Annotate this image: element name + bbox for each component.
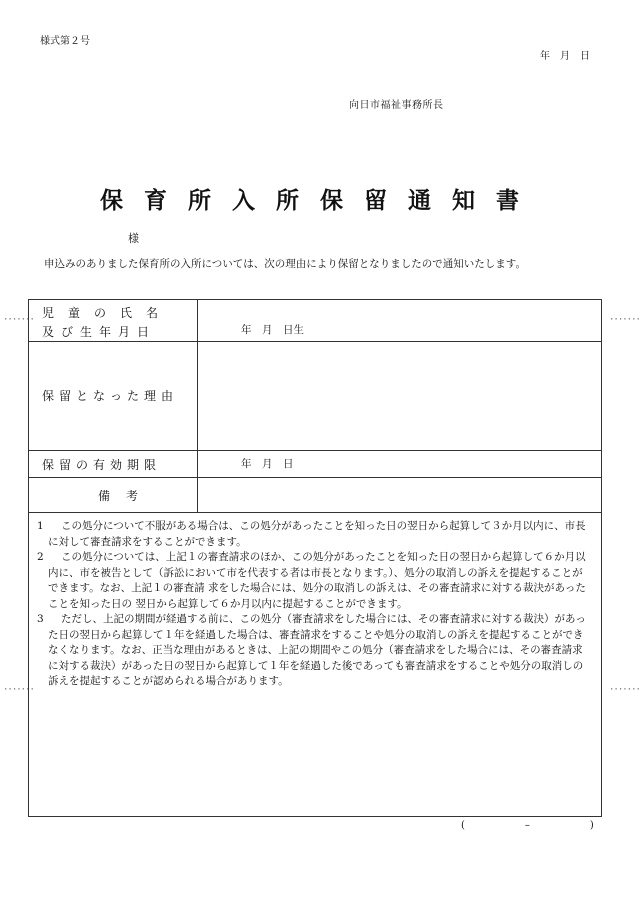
issue-date: 年 月 日 xyxy=(540,51,590,62)
table-rule xyxy=(29,341,601,342)
label-reason: 保留となった理由 xyxy=(42,389,179,403)
issuer-name: 向日市福祉事務所長 xyxy=(349,100,444,111)
note-item: 2 この処分については、上記１の審査請求のほか、この処分があったことを知った日の翌日から起算して６か月以内に、市を被告として（訴訟において市を代表する者は市長となります。）、処分の取消しの訴えを提起することができます。なお、上記１の審査請 求をした場合には、処分の取消しの訴えは、その審査請求に対する裁決があったことを知った日の 翌日から起算して６か月以内に提起することができます。 xyxy=(37,551,586,610)
label-remarks: 備考 xyxy=(98,489,155,503)
intro-text: 申込みのありました保育所の入所については、次の理由により保留となりましたので通知いたします。 xyxy=(44,258,526,270)
value-validity: 年 月 日 xyxy=(241,458,294,470)
notice-table xyxy=(28,299,602,817)
fold-mark: ······· xyxy=(3,315,34,325)
note-item: 3 ただし、上記の期間が経過する前に、この処分（審査請求をした場合には、その審査請求に対する裁決）があった日の翌日から起算して１年を経過した場合は、審査請求をすることや処分の取消しの訴えを提起することができなくなります。なお、正当な理由があるときは、上記の期間やこの処分（審査請求をした場合には、その審査請求に対する裁決）があった日の翌日から起算して１年を経過した後であっても審査請求をすることや処分の取消しの訴えを提起することが認められる場合があります。 xyxy=(37,613,586,687)
form-number: 様式第２号 xyxy=(40,36,90,47)
notes-section xyxy=(37,519,593,690)
document-title: 保育所入所保留通知書 xyxy=(100,187,540,214)
note-item: 1 この処分について不服がある場合は、この処分があったことを知った日の翌日から起算して３か月以内に、市長に対して審査請求をすることができます。 xyxy=(37,520,586,548)
addressee-suffix: 様 xyxy=(128,232,139,245)
label-birthdate: 及び生年月日 xyxy=(42,325,157,339)
fold-mark: ······· xyxy=(609,685,640,695)
table-divider xyxy=(197,300,198,512)
value-birthdate: 年 月 日生 xyxy=(241,324,304,336)
fold-mark: ······· xyxy=(3,685,34,695)
table-rule xyxy=(29,477,601,478)
label-validity: 保留の有効期限 xyxy=(42,458,162,472)
table-rule xyxy=(29,512,601,513)
reference-number: ( – ) xyxy=(461,820,594,831)
label-child-name: 児童の氏名 xyxy=(42,306,173,320)
fold-mark: ······· xyxy=(609,315,640,325)
table-rule xyxy=(29,450,601,451)
